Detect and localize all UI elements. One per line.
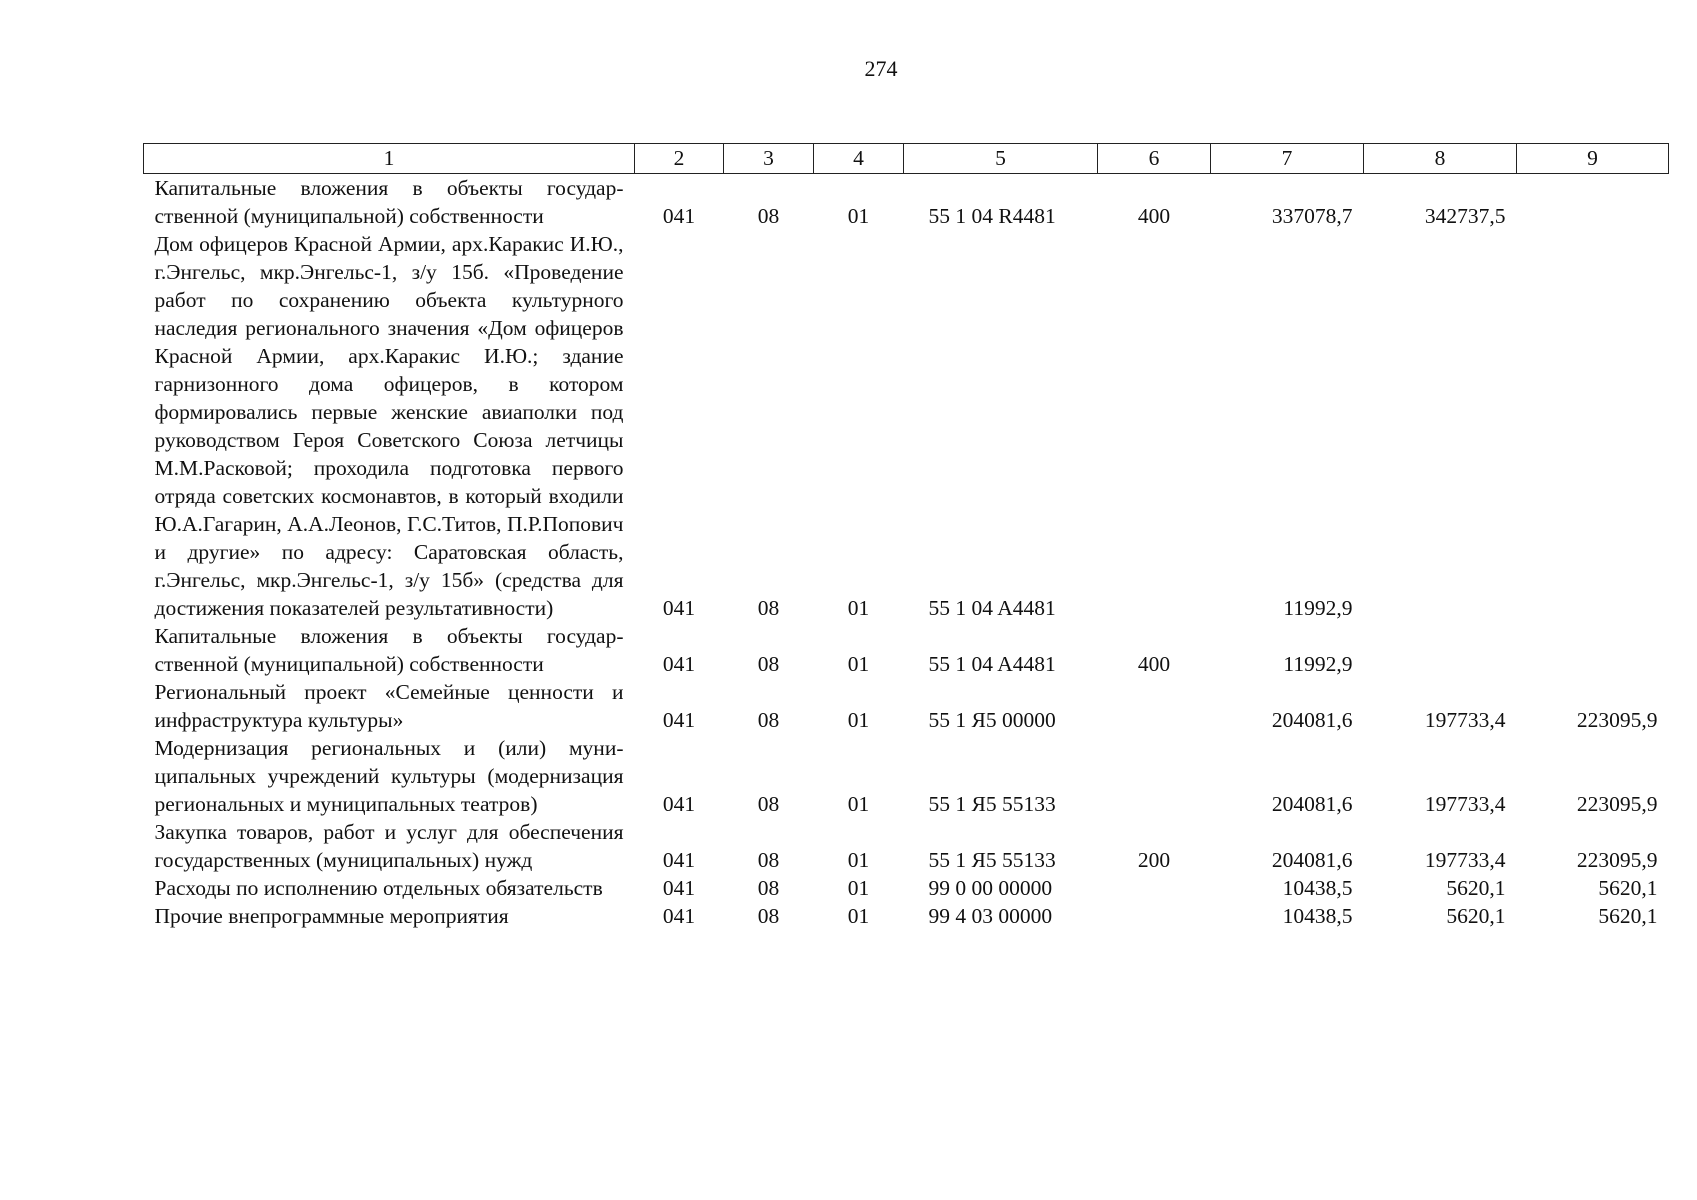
row-rz: 08 bbox=[757, 204, 780, 228]
row-pr: 01 bbox=[847, 792, 870, 816]
row-rz: 08 bbox=[757, 848, 780, 872]
row-name: Расходы по исполнению отдельных обязательств bbox=[154, 876, 603, 900]
row-name: Закупка товаров, работ и услуг для обеспечения государственных (муниципальных) нужд bbox=[154, 820, 624, 872]
row-ved: 041 bbox=[662, 708, 696, 732]
row-amount-2: 197733,4 bbox=[1424, 708, 1506, 732]
row-csr: 55 1 Я5 55133 bbox=[928, 848, 1056, 872]
row-amount-1: 11992,9 bbox=[1283, 596, 1353, 620]
row-amount-1: 204081,6 bbox=[1271, 848, 1353, 872]
column-header: 3 bbox=[724, 144, 814, 174]
row-name: Капитальные вложения в объекты государственной (муниципальной) собственности bbox=[154, 176, 624, 228]
row-csr: 55 1 04 R4481 bbox=[928, 204, 1056, 228]
row-pr: 01 bbox=[847, 652, 870, 676]
column-header: 4 bbox=[814, 144, 904, 174]
column-header: 9 bbox=[1517, 144, 1669, 174]
table-row bbox=[144, 818, 1669, 874]
table-row bbox=[144, 678, 1669, 734]
row-amount-3: 5620,1 bbox=[1598, 904, 1658, 928]
row-amount-3 bbox=[1517, 174, 1669, 231]
row-rz: 08 bbox=[757, 596, 780, 620]
table-row bbox=[144, 874, 1669, 902]
column-header: 2 bbox=[635, 144, 724, 174]
row-amount-1: 204081,6 bbox=[1271, 708, 1353, 732]
row-vr: 200 bbox=[1137, 848, 1171, 872]
column-header: 6 bbox=[1098, 144, 1211, 174]
row-vr bbox=[1098, 902, 1211, 930]
row-csr: 99 0 00 00000 bbox=[928, 876, 1053, 900]
row-amount-2: 5620,1 bbox=[1446, 876, 1506, 900]
row-rz: 08 bbox=[757, 708, 780, 732]
column-header: 1 bbox=[144, 144, 635, 174]
row-csr: 55 1 04 A4481 bbox=[928, 652, 1056, 676]
row-vr: 400 bbox=[1137, 652, 1171, 676]
table-row bbox=[144, 622, 1669, 678]
column-header: 7 bbox=[1211, 144, 1364, 174]
row-csr: 55 1 04 A4481 bbox=[928, 596, 1056, 620]
row-name: Прочие внепрограммные мероприятия bbox=[154, 904, 509, 928]
row-name: Дом офицеров Красной Армии, арх.Каракис И.Ю., г.Энгельс, мкр.Энгельс-1, з/у 15б. «Проведение работ по сохранению объекта культурного наследия регионального значения «Дом офицеров Красной Армии, арх.Каракис И.Ю.; здание гарнизонного дома офицеров, в котором формировались первые женские авиаполки под руководством Героя Советского Союза летчицы М.М.Расковой; проходила подготовка первого отряда советских космонавтов, в который входили Ю.А.Гагарин, А.А.Леонов, Г.С.Титов, П.Р.Попович и другие» по адресу: Саратовская область, г.Энгельс, мкр.Энгельс-1, з/у 15б» (средства для достижения показателей результативности) bbox=[154, 232, 624, 620]
row-amount-2: 342737,5 bbox=[1424, 204, 1506, 228]
row-ved: 041 bbox=[662, 792, 696, 816]
row-ved: 041 bbox=[662, 848, 696, 872]
row-pr: 01 bbox=[847, 876, 870, 900]
row-pr: 01 bbox=[847, 708, 870, 732]
row-vr bbox=[1098, 734, 1211, 818]
column-header: 8 bbox=[1364, 144, 1517, 174]
row-amount-2 bbox=[1364, 230, 1517, 622]
table-row bbox=[144, 902, 1669, 930]
row-rz: 08 bbox=[757, 876, 780, 900]
row-amount-1: 10438,5 bbox=[1282, 904, 1353, 928]
row-amount-2 bbox=[1364, 622, 1517, 678]
row-amount-1: 337078,7 bbox=[1271, 204, 1353, 228]
row-amount-3 bbox=[1517, 230, 1669, 622]
row-vr: 400 bbox=[1137, 204, 1171, 228]
row-amount-1: 204081,6 bbox=[1271, 792, 1353, 816]
row-ved: 041 bbox=[662, 596, 696, 620]
row-rz: 08 bbox=[757, 904, 780, 928]
row-csr: 99 4 03 00000 bbox=[928, 904, 1053, 928]
row-csr: 55 1 Я5 55133 bbox=[928, 792, 1056, 816]
row-pr: 01 bbox=[847, 596, 870, 620]
column-header: 5 bbox=[904, 144, 1098, 174]
row-amount-3: 223095,9 bbox=[1576, 848, 1658, 872]
row-vr bbox=[1098, 678, 1211, 734]
row-amount-3: 223095,9 bbox=[1576, 708, 1658, 732]
row-ved: 041 bbox=[662, 904, 696, 928]
row-pr: 01 bbox=[847, 848, 870, 872]
row-amount-3: 5620,1 bbox=[1598, 876, 1658, 900]
row-csr: 55 1 Я5 00000 bbox=[928, 708, 1056, 732]
table-row bbox=[144, 230, 1669, 622]
row-name: Региональный проект «Семейные ценности и инфраструктура культуры» bbox=[154, 680, 624, 732]
table-row bbox=[144, 174, 1669, 231]
row-amount-3: 223095,9 bbox=[1576, 792, 1658, 816]
row-name: Модернизация региональных и (или) муниципальных учреждений культуры (модернизация региональных и муниципальных театров) bbox=[154, 736, 624, 816]
row-pr: 01 bbox=[847, 904, 870, 928]
row-amount-2: 197733,4 bbox=[1424, 792, 1506, 816]
row-vr bbox=[1098, 230, 1211, 622]
page-number: 274 bbox=[864, 56, 898, 81]
row-ved: 041 bbox=[662, 204, 696, 228]
table-row bbox=[144, 734, 1669, 818]
row-amount-1: 11992,9 bbox=[1283, 652, 1353, 676]
row-ved: 041 bbox=[662, 876, 696, 900]
row-ved: 041 bbox=[662, 652, 696, 676]
row-rz: 08 bbox=[757, 792, 780, 816]
budget-table bbox=[143, 143, 1669, 930]
table-header-row bbox=[144, 144, 1669, 174]
row-name: Капитальные вложения в объекты государственной (муниципальной) собственности bbox=[154, 624, 624, 676]
row-amount-3 bbox=[1517, 622, 1669, 678]
row-amount-1: 10438,5 bbox=[1282, 876, 1353, 900]
row-amount-2: 5620,1 bbox=[1446, 904, 1506, 928]
row-vr bbox=[1098, 874, 1211, 902]
row-rz: 08 bbox=[757, 652, 780, 676]
row-pr: 01 bbox=[847, 204, 870, 228]
row-amount-2: 197733,4 bbox=[1424, 848, 1506, 872]
